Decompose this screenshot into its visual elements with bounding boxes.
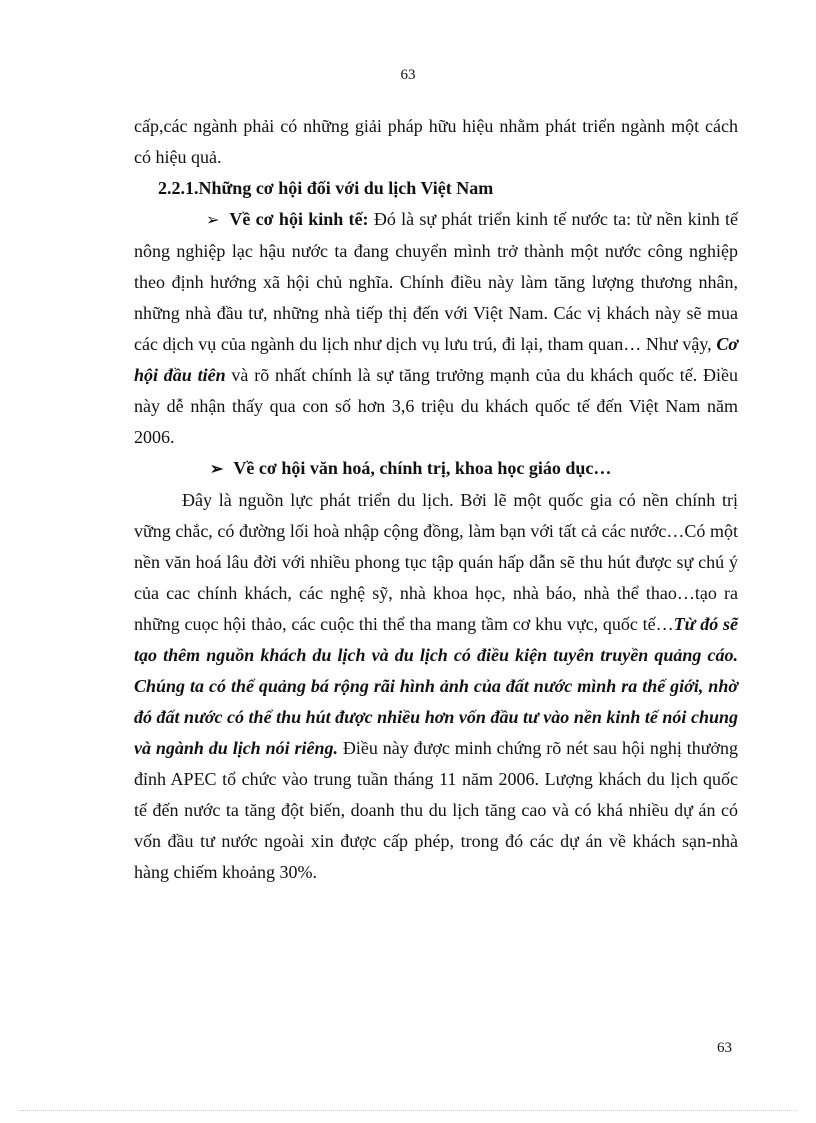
- bullet-heading-culture: [134, 453, 738, 485]
- economic-text-part-a: Đó là sự phát triển kinh tế nước ta: từ nền kinh tế nông nghiệp lạc hậu nước ta đang chuyển mình trở thành một nước công nghiệp theo định hướng xã hội chủ nghĩa. Chính điều này làm tăng lượng thương nhân, những nhà đầu tư, những nhà tiếp thị đến với Việt Nam. Các vị khách này sẽ mua các dịch vụ của ngành du lịch như dịch vụ lưu trú, đi lại, tham quan… Như vậy,: [134, 209, 738, 354]
- paragraph-intro: cấp,các ngành phải có những giải pháp hữu hiệu nhằm phát triển ngành một cách có hiệu quả.: [134, 116, 738, 167]
- paragraph-culture-opportunity: [134, 485, 738, 888]
- culture-text-part-a: Đây là nguồn lực phát triển du lịch. Bởi lẽ một quốc gia có nền chính trị vững chắc, có đường lối hoà nhập cộng đồng, làm bạn với tất cả các nước…Có một nền văn hoá lâu đời với nhiều phong tục tập quán hấp dẫn sẽ thu hút được sự chú ý của cac chính khách, các nghệ sỹ, nhà khoa học, nhà báo, nhà thể thao…tạo ra những cuọc hội thảo, các cuộc thi thể tha mang tầm cơ khu vực, quốc tế…: [134, 490, 738, 634]
- bullet-label-economic: Về cơ hội kinh tế:: [229, 209, 369, 229]
- page-number-top: 63: [400, 67, 416, 83]
- culture-emphasis: Từ đó sẽ tạo thêm nguồn khách du lịch và du lịch có điều kiện tuyên truyền quảng cáo. Chúng ta có thể quảng bá rộng rãi hình ảnh của đất nước mình ra thế giới, nhờ đó đất nước có thể thu hút được nhiều hơn vốn đầu tư vào nền kinh tế nói chung và ngành du lịch nói riêng.: [134, 614, 738, 758]
- arrow-bullet-icon: ➢: [206, 212, 220, 229]
- section-heading: 2.2.1.Những cơ hội đối với du lịch Việt Nam: [158, 178, 494, 198]
- arrow-bullet-icon: ➢: [210, 461, 224, 478]
- paragraph-economic-opportunity: [134, 204, 738, 453]
- page-number-bottom: 63: [717, 1040, 732, 1056]
- footer-divider: [20, 1110, 796, 1111]
- document-body: [134, 111, 738, 888]
- economic-emphasis: Cơ hội đầu tiên: [134, 334, 738, 385]
- economic-text-part-b: và rõ nhất chính là sự tăng trưởng mạnh của du khách quốc tế. Điều này dễ nhận thấy qua con số hơn 3,6 triệu du khách quốc tế đến Việt Nam năm 2006.: [134, 365, 738, 447]
- bullet-label-culture: Về cơ hội văn hoá, chính trị, khoa học giáo dục…: [233, 458, 612, 478]
- culture-text-part-b: Điều này được minh chứng rõ nét sau hội nghị thưởng đỉnh APEC tổ chức vào trung tuần tháng 11 năm 2006. Lượng khách du lịch quốc tế đến nước ta tăng đột biến, doanh thu du lịch tăng cao và có khá nhiều dự án có vốn đầu tư nước ngoài xin được cấp phép, trong đó các dự án về khách sạn-nhà hàng chiếm khoảng 30%.: [134, 738, 738, 882]
